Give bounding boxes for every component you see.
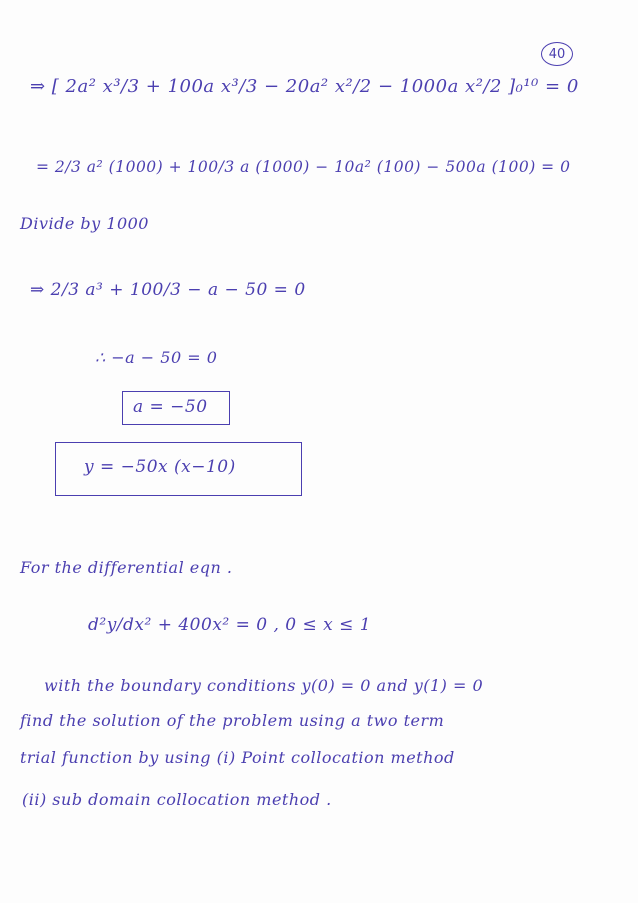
subdomain-line: (ii) sub domain collocation method . (22, 790, 332, 809)
page-number-badge (541, 42, 573, 66)
page-number: 40 (548, 46, 566, 62)
boundary-conditions-line: with the boundary conditions y(0) = 0 and y(1) = 0 (44, 676, 484, 695)
ode-line: d²y/dx² + 400x² = 0 , 0 ≤ x ≤ 1 (88, 615, 372, 635)
divide-line: Divide by 1000 (20, 214, 149, 233)
a-value: a = −50 (133, 397, 208, 417)
trial-line: trial function by using (i) Point collocation method (20, 748, 455, 767)
y-solution: y = −50x (x−10) (84, 457, 236, 477)
find-line: find the solution of the problem using a two term (20, 711, 445, 730)
simplified-line: ⇒ 2/3 a³ + 100/3 − a − 50 = 0 (30, 280, 306, 300)
problem-intro: For the differential eqn . (20, 558, 233, 577)
therefore-line: ∴ −a − 50 = 0 (95, 348, 218, 367)
substitution-line: = 2/3 a² (1000) + 100/3 a (1000) − 10a² (100) − 500a (100) = 0 (36, 158, 571, 176)
integral-line: ⇒ [ 2a² x³/3 + 100a x³/3 − 20a² x²/2 − 1000a x²/2 ]₀¹⁰ = 0 (30, 76, 579, 97)
